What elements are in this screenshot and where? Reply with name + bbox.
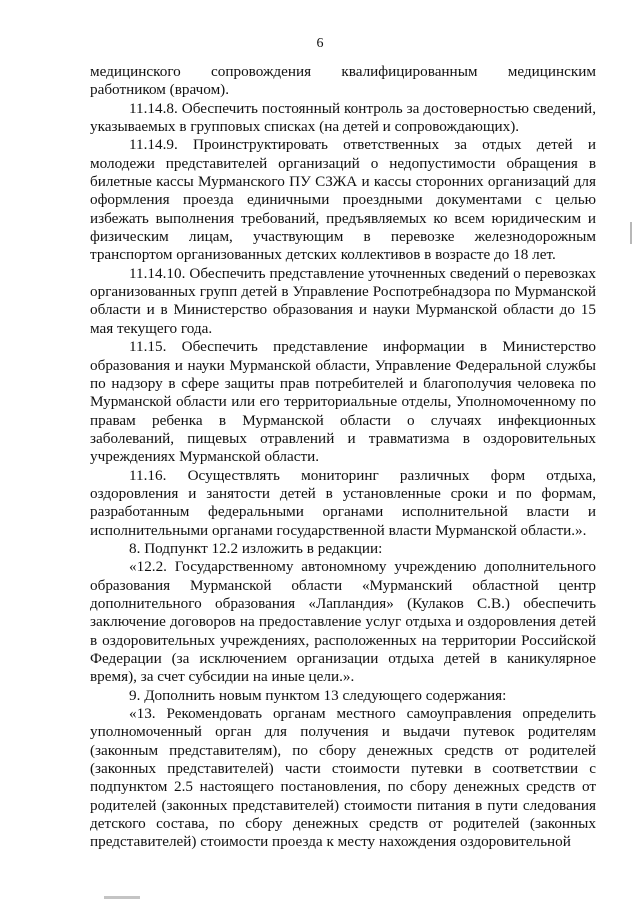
paragraph-continuation: медицинского сопровождения квалифицированным медицинским работником (врачом). [90, 63, 596, 99]
paragraph-11-14-10: 11.14.10. Обеспечить представление уточненных сведений о перевозках организованных групп детей в Управление Роспотребнадзора по Мурманской области и в Министерство образования и науки Мурманской области до 15 мая текущего года. [90, 264, 596, 337]
paragraph-11-14-8: 11.14.8. Обеспечить постоянный контроль за достоверностью сведений, указываемых в групповых списках (на детей и сопровождающих). [90, 99, 596, 136]
scan-margin-mark [630, 222, 632, 244]
paragraph-item-8: 8. Подпункт 12.2 изложить в редакции: [129, 539, 383, 557]
paragraph-item-9: 9. Дополнить новым пунктом 13 следующего содержания: [129, 686, 507, 704]
paragraph-11-16: 11.16. Осуществлять мониторинг различных форм отдыха, оздоровления и занятости детей в установленные сроки и по формам, разработанным федеральными органами исполнительной власти и исполнительными органами государственной власти Мурманской области.». [90, 466, 596, 539]
paragraph-11-14-9: 11.14.9. Проинструктировать ответственных за отдых детей и молодежи представителей организаций о недопустимости обращения в билетные кассы Мурманского ПУ СЗЖА и кассы сторонних организаций для оформления проезда единичными проездными документами с целью избежать выполнения требований, предъявляемых ко всем юридическим и физическим лицам, участвующим в перевозке железнодорожным транспортом организованных детских коллективов в возрасте до 18 лет. [90, 136, 596, 264]
paragraph-11-15: 11.15. Обеспечить представление информации в Министерство образования и науки Мурманской области, Управление Федеральной службы по надзору в сфере защиты прав потребителей и благополучия человека по Мурманской области или его территориальные отделы, Уполномоченному по правам ребенка в Мурманской области о случаях инфекционных заболеваний, пищевых отравлений и травматизма в оздоровительных учреждениях Мурманской области. [90, 338, 596, 466]
paragraph-12-2: «12.2. Государственному автономному учреждению дополнительного образования Мурманской области «Мурманский областной центр дополнительного образования «Лапландия» (Кулаков С.В.) обеспечить заключение договоров на предоставление услуг отдыха и оздоровления детей в оздоровительных учреждениях, расположенных на территории Российской Федерации (за исключением организации отдыха детей в каникулярное время), за счет субсидии на иные цели.». [90, 558, 596, 686]
paragraph-13: «13. Рекомендовать органам местного самоуправления определить уполномоченный орган для получения и выдачи путевок родителям (законным представителям), по сбору денежных средств от родителей (законных представителей) части стоимости путевки в соответствии с подпунктом 2.5 настоящего постановления, по сбору денежных средств от родителей (законных представителей) стоимости питания в пути следования детского состава, по сбору денежных средств от родителей (законных представителей) стоимости проезда к месту нахождения оздоровительной [90, 705, 596, 851]
document-body [90, 63, 596, 852]
scan-bottom-mark [104, 896, 140, 899]
page-number: 6 [316, 36, 324, 51]
